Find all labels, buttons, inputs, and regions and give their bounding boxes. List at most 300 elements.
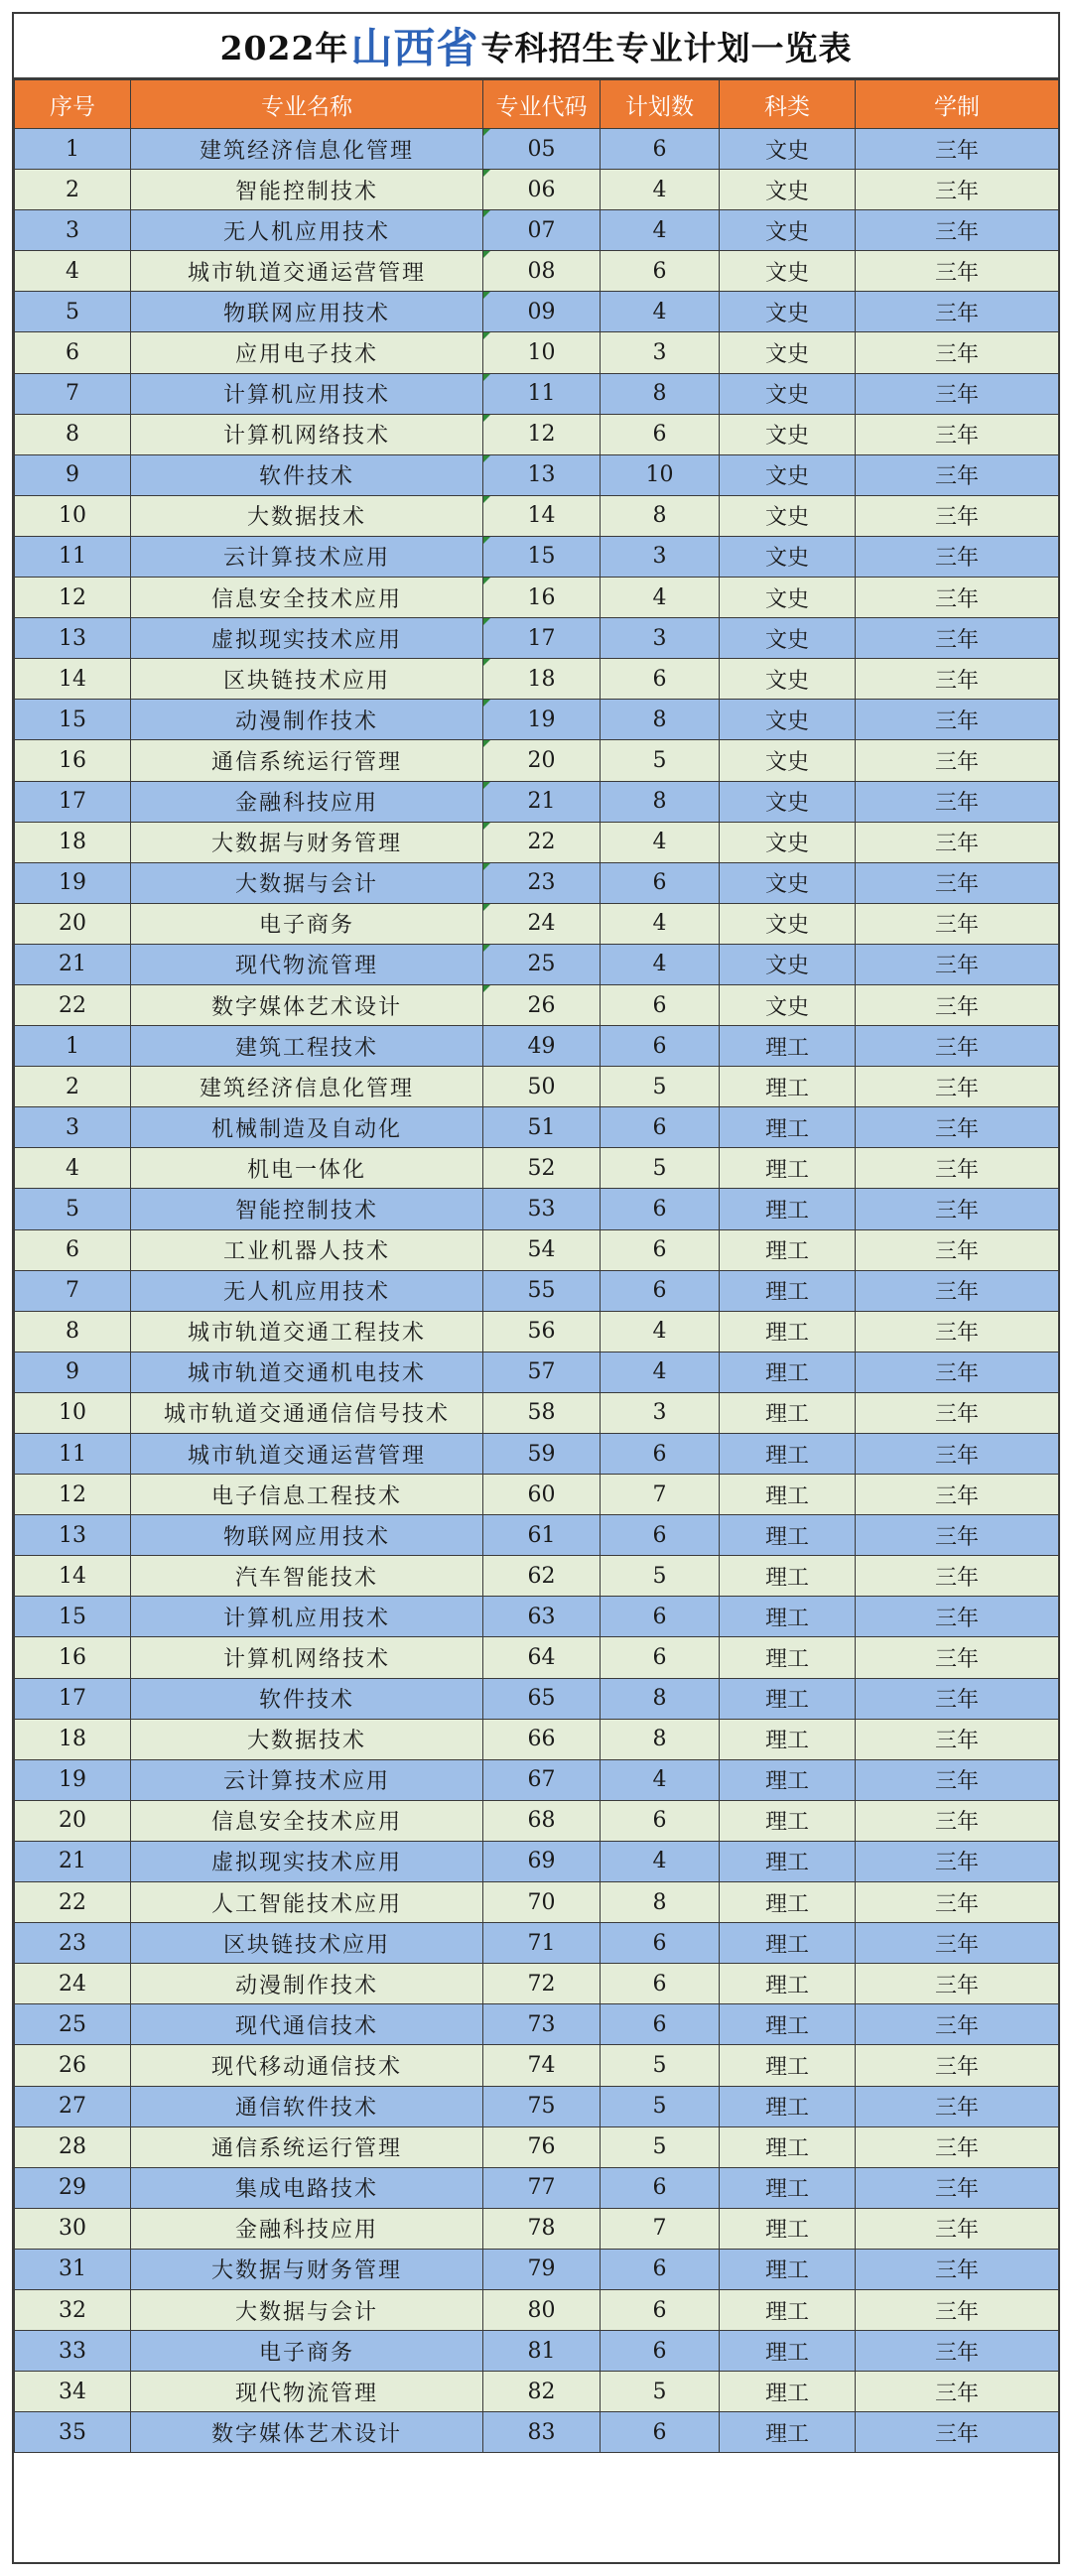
cell-serial [15,1067,131,1107]
cell-major-name [131,2249,483,2289]
cell-duration-text: 三年 [934,1402,979,1428]
cell-category [720,1759,856,1800]
cell-duration [856,373,1059,414]
cell-plan-count-text: 4 [652,1319,667,1345]
cell-serial [15,2208,131,2249]
cell-serial-text: 22 [59,1889,86,1915]
cell-serial-text: 19 [59,870,86,896]
cell-major-name [131,1719,483,1759]
table-row [15,1759,1059,1800]
cell-major-code-text: 65 [527,1686,556,1712]
cell-major-code-text: 83 [527,2419,556,2445]
cell-duration [856,2412,1059,2453]
cell-duration [856,1475,1059,1515]
cell-duration-text: 三年 [934,1239,979,1265]
cell-serial-text: 4 [66,1155,79,1181]
cell-category [720,822,856,862]
cell-major-code-text: 23 [527,870,556,896]
cell-plan-count [601,1189,720,1229]
cell-plan-count-text: 8 [652,1727,667,1752]
cell-duration-text: 三年 [934,219,979,245]
cell-duration [856,862,1059,903]
cell-major-name [131,659,483,700]
cell-category [720,781,856,822]
cell-plan-count-text: 4 [652,1359,667,1385]
cell-major-code [483,414,601,454]
cell-comment-marker [483,170,490,177]
header-major-name: 专业名称 [131,80,483,129]
cell-duration [856,332,1059,373]
cell-category [720,1678,856,1719]
cell-category-text: 理工 [764,2381,809,2406]
cell-serial [15,1678,131,1719]
cell-major-name [131,170,483,210]
cell-major-code [483,2208,601,2249]
cell-category-text: 理工 [764,1973,809,1998]
cell-serial-text: 34 [59,2379,86,2404]
cell-major-code [483,210,601,251]
table-body [15,129,1059,2453]
cell-duration [856,700,1059,740]
header-major-code: 专业代码 [483,80,601,129]
cell-category [720,862,856,903]
cell-plan-count-text: 3 [652,340,667,366]
cell-major-name [131,332,483,373]
cell-category [720,1026,856,1067]
cell-plan-count-text: 7 [652,2216,667,2242]
cell-serial-text: 30 [59,2216,86,2242]
cell-major-name-text: 大数据与会计 [234,2299,378,2325]
cell-duration-text: 三年 [934,1321,979,1347]
cell-plan-count [601,903,720,944]
cell-duration [856,495,1059,536]
cell-serial [15,292,131,332]
cell-major-code-text: 26 [527,992,556,1018]
cell-major-code [483,332,601,373]
cell-plan-count [601,2331,720,2372]
cell-major-name [131,862,483,903]
title-prefix: 2022年 [219,28,349,67]
cell-category [720,129,856,170]
cell-major-name [131,1678,483,1719]
cell-major-code [483,292,601,332]
cell-plan-count [601,1597,720,1637]
cell-serial [15,1597,131,1637]
cell-duration [856,1556,1059,1597]
cell-serial [15,1719,131,1759]
cell-major-name [131,618,483,659]
cell-major-code-text: 68 [527,1808,556,1834]
cell-major-code [483,536,601,577]
cell-duration-text: 三年 [934,2299,979,2325]
cell-duration-text: 三年 [934,872,979,898]
cell-serial-text: 6 [66,1237,79,1263]
cell-major-name [131,1637,483,1678]
table-row [15,2086,1059,2126]
cell-plan-count [601,822,720,862]
cell-major-name-text: 城市轨道交通运营管理 [187,260,426,286]
cell-major-name-text: 建筑工程技术 [234,1035,378,1061]
cell-serial-text: 6 [66,340,79,366]
cell-major-code [483,822,601,862]
cell-major-name [131,1148,483,1189]
cell-category-text: 文史 [764,219,809,245]
cell-major-name-text: 无人机应用技术 [222,1280,390,1306]
cell-serial-text: 21 [59,1849,86,1874]
cell-serial [15,2331,131,2372]
cell-plan-count-text: 6 [652,1196,667,1222]
cell-major-code-text: 12 [527,422,556,448]
table-row [15,1923,1059,1964]
cell-serial [15,536,131,577]
table-row [15,1189,1059,1229]
cell-plan-count-text: 6 [652,258,667,284]
cell-category [720,2412,856,2453]
cell-plan-count [601,1800,720,1841]
cell-major-name [131,2208,483,2249]
cell-major-code-text: 24 [527,911,556,937]
cell-major-name [131,2045,483,2086]
cell-serial-text: 3 [66,217,79,243]
cell-plan-count-text: 6 [652,1237,667,1263]
cell-duration [856,1026,1059,1067]
cell-duration-text: 三年 [934,260,979,286]
cell-plan-count [601,700,720,740]
table-row [15,700,1059,740]
cell-comment-marker [483,374,490,381]
cell-category-text: 理工 [764,1157,809,1183]
cell-major-name-text: 云计算技术应用 [222,1769,390,1795]
table-row [15,1392,1059,1433]
cell-category-text: 理工 [764,2013,809,2039]
cell-major-code [483,2372,601,2412]
table-row [15,944,1059,984]
cell-major-code-text: 50 [527,1074,556,1099]
cell-category-text: 文史 [764,872,809,898]
cell-major-name [131,1475,483,1515]
cell-category-text: 文史 [764,260,809,286]
cell-major-name-text: 软件技术 [258,464,354,490]
cell-duration-text: 三年 [934,586,979,612]
cell-duration [856,578,1059,618]
cell-plan-count [601,1759,720,1800]
cell-major-code-text: 73 [527,2011,556,2037]
cell-major-code-text: 79 [527,2256,556,2282]
table-row [15,1841,1059,1881]
cell-major-code-text: 61 [527,1522,556,1548]
cell-duration [856,2086,1059,2126]
cell-serial [15,781,131,822]
cell-plan-count-text: 6 [652,1604,667,1629]
cell-serial [15,944,131,984]
cell-plan-count-text: 8 [652,1686,667,1712]
cell-major-code-text: 07 [527,217,556,243]
cell-major-name [131,1189,483,1229]
cell-major-code [483,2004,601,2045]
cell-duration-text: 三年 [934,505,979,531]
cell-major-code [483,1475,601,1515]
table-row [15,984,1059,1025]
cell-plan-count [601,292,720,332]
cell-serial-text: 9 [66,1359,79,1385]
cell-major-code [483,1270,601,1311]
cell-comment-marker [483,618,490,625]
cell-duration-text: 三年 [934,1076,979,1101]
cell-category-text: 理工 [764,1565,809,1591]
cell-duration [856,944,1059,984]
cell-duration-text: 三年 [934,791,979,817]
cell-serial [15,210,131,251]
cell-serial [15,2004,131,2045]
cell-serial-text: 17 [59,789,86,815]
cell-category [720,1882,856,1923]
cell-plan-count-text: 5 [652,1155,667,1181]
cell-major-name-text: 计算机网络技术 [222,424,390,450]
cell-major-name [131,2412,483,2453]
table-row [15,2249,1059,2289]
cell-serial-text: 4 [66,258,79,284]
cell-duration-text: 三年 [934,383,979,409]
cell-category [720,1637,856,1678]
cell-comment-marker [483,863,490,870]
cell-duration [856,2208,1059,2249]
cell-major-name [131,1352,483,1392]
cell-category [720,1107,856,1148]
cell-major-code [483,1556,601,1597]
cell-plan-count-text: 6 [652,2338,667,2364]
cell-major-name [131,2086,483,2126]
cell-category [720,903,856,944]
cell-duration [856,1107,1059,1148]
cell-major-name-text: 城市轨道交通通信信号技术 [163,1402,450,1428]
table-row [15,454,1059,495]
cell-comment-marker [483,782,490,789]
cell-major-name [131,1923,483,1964]
cell-major-name [131,1067,483,1107]
table-row [15,740,1059,781]
cell-major-name-text: 电子商务 [258,913,354,939]
cell-major-name-text: 城市轨道交通运营管理 [187,1443,426,1469]
cell-serial-text: 13 [59,1522,86,1548]
cell-plan-count [601,1719,720,1759]
cell-serial-text: 25 [59,2011,86,2037]
cell-major-name [131,822,483,862]
cell-duration-text: 三年 [934,1973,979,1998]
table-row [15,414,1059,454]
cell-duration [856,1067,1059,1107]
cell-category [720,984,856,1025]
cell-serial-text: 14 [59,666,86,692]
cell-plan-count [601,1107,720,1148]
cell-duration [856,1678,1059,1719]
cell-serial [15,1841,131,1881]
cell-category [720,210,856,251]
cell-serial-text: 26 [59,2052,86,2078]
cell-duration-text: 三年 [934,1647,979,1673]
cell-major-name-text: 大数据与财务管理 [210,832,402,857]
cell-serial [15,495,131,536]
cell-serial [15,984,131,1025]
table-row [15,1229,1059,1270]
table-row [15,1678,1059,1719]
cell-category [720,1515,856,1556]
cell-serial [15,1964,131,2004]
cell-major-code-text: 70 [527,1889,556,1915]
cell-plan-count-text: 3 [652,544,667,570]
cell-major-code [483,2289,601,2330]
cell-major-name [131,495,483,536]
cell-major-code [483,1964,601,2004]
cell-category [720,2004,856,2045]
cell-duration-text: 三年 [934,2381,979,2406]
cell-category-text: 文史 [764,668,809,694]
cell-duration [856,2331,1059,2372]
cell-plan-count [601,1392,720,1433]
cell-serial [15,454,131,495]
header-category: 科类 [720,80,856,129]
table-row [15,1637,1059,1678]
cell-duration [856,210,1059,251]
cell-serial [15,332,131,373]
cell-serial [15,2249,131,2289]
cell-plan-count [601,1434,720,1475]
cell-serial-text: 2 [66,177,79,202]
cell-plan-count-text: 6 [652,1441,667,1467]
table-row [15,1352,1059,1392]
cell-category [720,1270,856,1311]
cell-serial [15,1352,131,1392]
cell-major-name-text: 汽车智能技术 [234,1565,378,1591]
cell-plan-count-text: 6 [652,1033,667,1059]
cell-serial-text: 20 [59,911,86,937]
cell-plan-count-text: 5 [652,2134,667,2160]
cell-serial-text: 13 [59,625,86,651]
table-row [15,2167,1059,2208]
cell-major-name-text: 数字媒体艺术设计 [210,2421,402,2447]
cell-major-name [131,454,483,495]
cell-plan-count-text: 6 [652,2175,667,2201]
cell-major-name [131,740,483,781]
cell-duration-text: 三年 [934,1565,979,1591]
table-row [15,1434,1059,1475]
cell-comment-marker [483,496,490,503]
cell-major-code-text: 81 [527,2338,556,2364]
cell-serial-text: 28 [59,2134,86,2160]
cell-major-name [131,1434,483,1475]
cell-plan-count [601,984,720,1025]
header-plan-count: 计划数 [601,80,720,129]
cell-plan-count-text: 6 [652,992,667,1018]
cell-serial [15,862,131,903]
cell-major-code-text: 08 [527,258,556,284]
cell-duration [856,1270,1059,1311]
cell-major-name-text: 虚拟现实技术应用 [210,627,402,653]
cell-major-name [131,2126,483,2167]
cell-serial-text: 1 [66,136,79,162]
cell-category [720,659,856,700]
table-row [15,2331,1059,2372]
cell-category-text: 理工 [764,1076,809,1101]
cell-major-name [131,1392,483,1433]
cell-duration [856,1637,1059,1678]
cell-major-code [483,1515,601,1556]
cell-plan-count-text: 6 [652,136,667,162]
table-row [15,495,1059,536]
cell-major-code-text: 72 [527,1971,556,1996]
cell-comment-marker [483,578,490,584]
cell-duration-text: 三年 [934,1729,979,1754]
cell-category-text: 理工 [764,1769,809,1795]
cell-plan-count [601,1067,720,1107]
cell-serial-text: 31 [59,2256,86,2282]
table-row [15,862,1059,903]
cell-serial-text: 8 [66,422,79,448]
cell-plan-count [601,862,720,903]
cell-major-code [483,251,601,292]
table-row [15,1964,1059,2004]
cell-category-text: 理工 [764,1932,809,1958]
cell-major-name-text: 物联网应用技术 [222,1524,390,1550]
cell-major-code [483,1434,601,1475]
cell-comment-marker [483,740,490,747]
cell-major-code-text: 52 [527,1155,556,1181]
cell-duration [856,2249,1059,2289]
cell-major-name [131,373,483,414]
cell-category [720,454,856,495]
cell-comment-marker [483,985,490,992]
cell-major-code [483,944,601,984]
cell-category-text: 理工 [764,1321,809,1347]
cell-plan-count [601,1637,720,1678]
cell-major-code [483,495,601,536]
cell-serial-text: 24 [59,1971,86,1996]
cell-category-text: 理工 [764,1239,809,1265]
cell-category [720,1229,856,1270]
cell-category-text: 理工 [764,2299,809,2325]
table-row [15,618,1059,659]
cell-major-name-text: 建筑经济信息化管理 [199,1076,414,1101]
cell-plan-count [601,129,720,170]
cell-major-code-text: 82 [527,2379,556,2404]
cell-category [720,944,856,984]
cell-category [720,1719,856,1759]
cell-plan-count-text: 6 [652,2011,667,2037]
table-row [15,2004,1059,2045]
cell-duration-text: 三年 [934,2258,979,2284]
cell-major-code [483,1759,601,1800]
cell-serial [15,1148,131,1189]
cell-category-text: 文史 [764,546,809,572]
table-row [15,1475,1059,1515]
cell-comment-marker [483,292,490,299]
cell-serial-text: 5 [66,1196,79,1222]
cell-major-code-text: 06 [527,177,556,202]
cell-major-code-text: 18 [527,666,556,692]
cell-major-code [483,2167,601,2208]
cell-plan-count-text: 5 [652,747,667,773]
cell-major-code-text: 21 [527,789,556,815]
cell-duration [856,1597,1059,1637]
cell-major-code-text: 54 [527,1237,556,1263]
cell-serial [15,618,131,659]
cell-category-text: 文史 [764,586,809,612]
cell-serial [15,1882,131,1923]
cell-major-name [131,2372,483,2412]
cell-major-code-text: 60 [527,1481,556,1507]
cell-major-name-text: 大数据与财务管理 [210,2258,402,2284]
cell-major-code [483,862,601,903]
cell-serial-text: 15 [59,707,86,732]
